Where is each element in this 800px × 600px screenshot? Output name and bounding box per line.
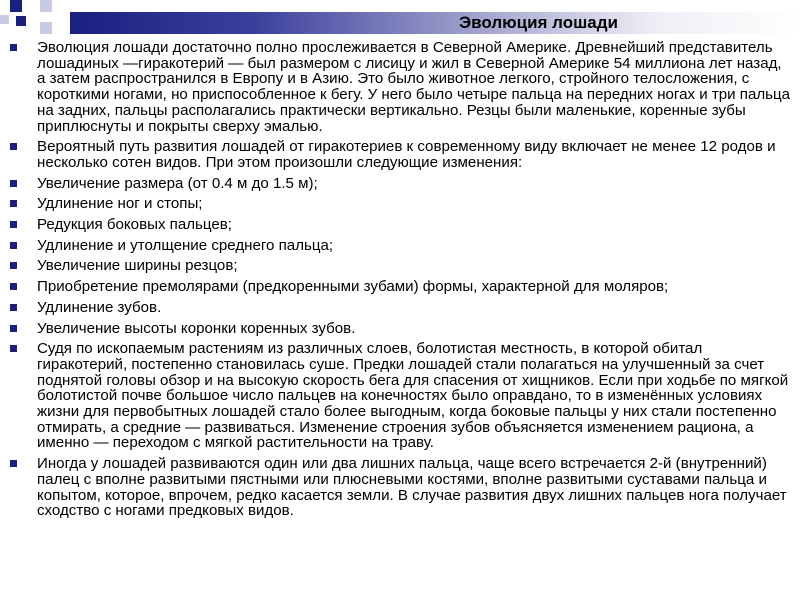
square-bullet-icon bbox=[10, 283, 17, 290]
bullet-item bbox=[0, 217, 800, 233]
square-bullet-icon bbox=[10, 262, 17, 269]
bullet-text: Увеличение размера (от 0.4 м до 1.5 м); bbox=[37, 174, 318, 192]
square-bullet-icon bbox=[10, 304, 17, 311]
bullet-item bbox=[0, 321, 800, 337]
bullet-text: Эволюция лошади достаточно полно прослеживается в Северной Америке. Древнейший представитель лошадиных —гиракотерий — был размером с лисицу и жил в Северной Америке 54 миллиона лет назад, а затем распространился в Европу и в Азию. Это было животное легкого, стройного телосложения, с короткими ногами, но приспособленное к бегу. У него было четыре пальца на передних ногах и три пальца на задних, пальцы располагались практически вертикально. Резцы были маленькие, коренные зубы приплюснуты и покрыты сверху эмалью. bbox=[37, 39, 791, 135]
slide-title: Эволюция лошади bbox=[459, 13, 618, 32]
bullet-item bbox=[0, 176, 800, 192]
bullet-text: Приобретение премолярами (предкоренными зубами) формы, характерной для моляров; bbox=[37, 278, 669, 296]
bullet-item bbox=[0, 238, 800, 254]
bullet-text: Увеличение высоты коронки коренных зубов. bbox=[37, 319, 356, 337]
bullet-text: Удлинение и утолщение среднего пальца; bbox=[37, 236, 334, 254]
bullet-text: Удлинение ног и стопы; bbox=[37, 195, 203, 213]
bullet-text: Вероятный путь развития лошадей от гиракотериев к современному виду включает не менее 12 родов и несколько сотен видов. При этом произошли следующие изменения: bbox=[37, 138, 776, 171]
bullet-item bbox=[0, 279, 800, 295]
square-bullet-icon bbox=[10, 221, 17, 228]
bullet-item bbox=[0, 456, 800, 519]
square-bullet-icon bbox=[10, 460, 17, 467]
bullet-item bbox=[0, 258, 800, 274]
square-bullet-icon bbox=[10, 180, 17, 187]
bullet-text: Судя по ископаемым растениям из различных слоев, болотистая местность, в которой обитал гиракотерий, постепенно становилась суше. Предки лошадей стали полагаться на улучшенный за счет поднятой головы обзор и на высокую скорость бега для спасения от хищников. Если при ходьбе по мягкой болотистой почве большое число пальцев на конечностях было оправдано, то в изменённых условиях жизни для первобытных лошадей стало более выгодным, когда боковые пальцы у них стали постепенно отмирать, а средние — развиваться. Изменение строения зубов объясняется изменением рациона, а именно — переходом с мягкой растительности на траву. bbox=[37, 340, 789, 452]
bullet-text: Редукция боковых пальцев; bbox=[37, 216, 233, 234]
decor-square-large bbox=[10, 0, 22, 12]
bullet-text: Увеличение ширины резцов; bbox=[37, 257, 238, 275]
bullet-item bbox=[0, 40, 800, 134]
square-bullet-icon bbox=[10, 143, 17, 150]
square-bullet-icon bbox=[10, 44, 17, 51]
slide-content bbox=[0, 40, 800, 524]
square-bullet-icon bbox=[10, 200, 17, 207]
bullet-item bbox=[0, 196, 800, 212]
bullet-item bbox=[0, 341, 800, 451]
bullet-text: Иногда у лошадей развиваются один или два лишних пальца, чаще всего встречается 2-й (внутренний) палец с вполне развитыми пястными или плюсневыми костями, вполне развитыми суставами пальца и копытом, которое, впрочем, редко касается земли. В случае развития двух лишних пальцев нога получает сходство с ногами предковых видов. bbox=[37, 455, 787, 520]
decor-square-light bbox=[40, 0, 52, 12]
square-bullet-icon bbox=[10, 325, 17, 332]
bullet-item bbox=[0, 300, 800, 316]
bullet-text: Удлинение зубов. bbox=[37, 298, 162, 316]
bullet-item bbox=[0, 139, 800, 170]
bullet-list bbox=[0, 40, 800, 519]
square-bullet-icon bbox=[10, 345, 17, 352]
square-bullet-icon bbox=[10, 242, 17, 249]
